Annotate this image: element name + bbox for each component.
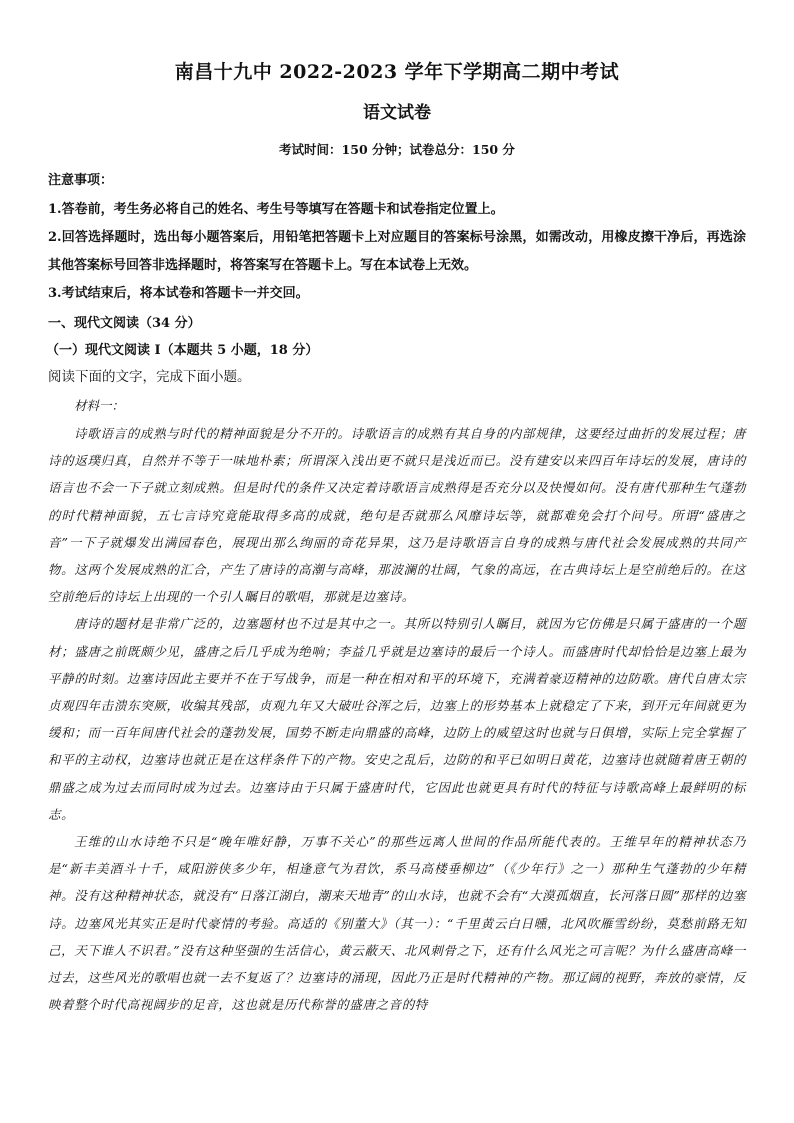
paper-subtitle: 语文试卷 (363, 103, 431, 123)
reading-instruction: 阅读下面的文字，完成下面小题。 (48, 369, 251, 385)
material-paragraph: 诗歌语言的成熟与时代的精神面貌是分不开的。诗歌语言的成熟有其自身的内部规律，这要经过曲折的发展过程；唐诗的返璞归真，自然并不等于一味地朴素；所谓深入浅出更不就只是浅近而已。没有建安以来四百年诗坛的发展，唐诗的语言也不会一下子就立刻成熟。但是时代的条件又决定着诗歌语言成熟得是否充分以及快慢如何。没有唐代那种生气蓬勃的时代精神面貌，五七言诗究竟能取得多高的成就，绝句是否就那么风靡诗坛等，就都难免会打个问号。所谓“盛唐之音”一下子就爆发出满园春色，展现出那么绚丽的奇花异果，这乃是诗歌语言自身的成熟与唐代社会发展成熟的共同产物。这两个发展成熟的汇合，产生了唐诗的高潮与高峰，那波澜的壮阔，气象的高远，在古典诗坛上是空前绝后的。在这空前绝后的诗坛上出现的一个引人瞩目的歌唱，那就是边塞诗。 (48, 426, 746, 605)
notice-item: 2.回答选择题时，选出每小题答案后，用铅笔把答题卡上对应题目的答案标号涂黑，如需改动，用橡皮擦干净后，再选涂其他答案标号回答非选择题时，将答案写在答题卡上。写在本试卷上无效。 (48, 230, 746, 273)
exam-meta: 考试时间：150 分钟；试卷总分：150 分 (279, 142, 515, 157)
notice-item: 1.答卷前，考生务必将自己的姓名、考生号等填写在答题卡和试卷指定位置上。 (48, 202, 504, 217)
section-heading: 一、现代文阅读（34 分） (48, 316, 201, 331)
notice-item: 3.考试结束后，将本试卷和答题卡一并交回。 (48, 286, 309, 301)
material-paragraph: 唐诗的题材是非常广泛的，边塞题材也不过是其中之一。其所以特别引人瞩目，就因为它仿佛是只属于盛唐的一个题材；盛唐之前既颇少见，盛唐之后几乎成为绝响；李益几乎就是边塞诗的最后一个诗人。而盛唐时代却恰恰是边塞上最为平静的时刻。边塞诗因此主要并不在于写战争，而是一种在相对和平的环境下，充满着豪迈精神的边防歌。唐代自唐太宗贞观四年击溃东突厥，收编其残部，贞观九年又大破吐谷浑之后，边塞上的形势基本上就稳定了下来，到开元年间就更为缓和；而一百年间唐代社会的蓬勃发展，国势不断走向鼎盛的高峰，边防上的威望这时也就与日俱增，实际上完全掌握了和平的主动权，边塞诗也就正是在这样条件下的产物。安史之乱后，边防的和平已如明日黄花，边塞诗也就随着唐王朝的鼎盛之成为过去而同时成为过去。边塞诗由于只属于盛唐时代，它因此也就更具有时代的特征与诗歌高峰上最鲜明的标志。 (48, 616, 746, 822)
section-subheading: （一）现代文阅读 I（本题共 5 小题，18 分） (46, 343, 319, 358)
exam-title: 南昌十九中 2022-2023 学年下学期高二期中考试 (174, 61, 620, 83)
material-paragraph: 王维的山水诗绝不只是“晚年唯好静，万事不关心”的那些远离人世间的作品所能代表的。王维早年的精神状态乃是“新丰美酒斗十千，咸阳游侠多少年，相逢意气为君饮，系马高楼垂柳边”（《少年行》之一）那种生气蓬勃的少年精神。没有这种精神状态，就没有“日落江湖白，潮来天地青”的山水诗，也就不会有“大漠孤烟直，长河落日圆”那样的边塞诗。边塞风光其实正是时代豪情的考验。高适的《别董大》（其一）：“千里黄云白日曛，北风吹雁雪纷纷，莫愁前路无知己，天下谁人不识君。”没有这种坚强的生活信心，黄云蔽天、北风刺骨之下，还有什么风光之可言呢？为什么盛唐高峰一过去，这些风光的歌唱也就一去不复返了？边塞诗的涌现，因此乃正是时代精神的产物。那辽阔的视野，奔放的豪情，反映着整个时代高视阔步的足音，这也就是历代称誉的盛唐之音的特 (48, 834, 746, 1013)
notice-heading: 注意事项： (48, 173, 114, 188)
material-label: 材料一： (74, 398, 125, 413)
